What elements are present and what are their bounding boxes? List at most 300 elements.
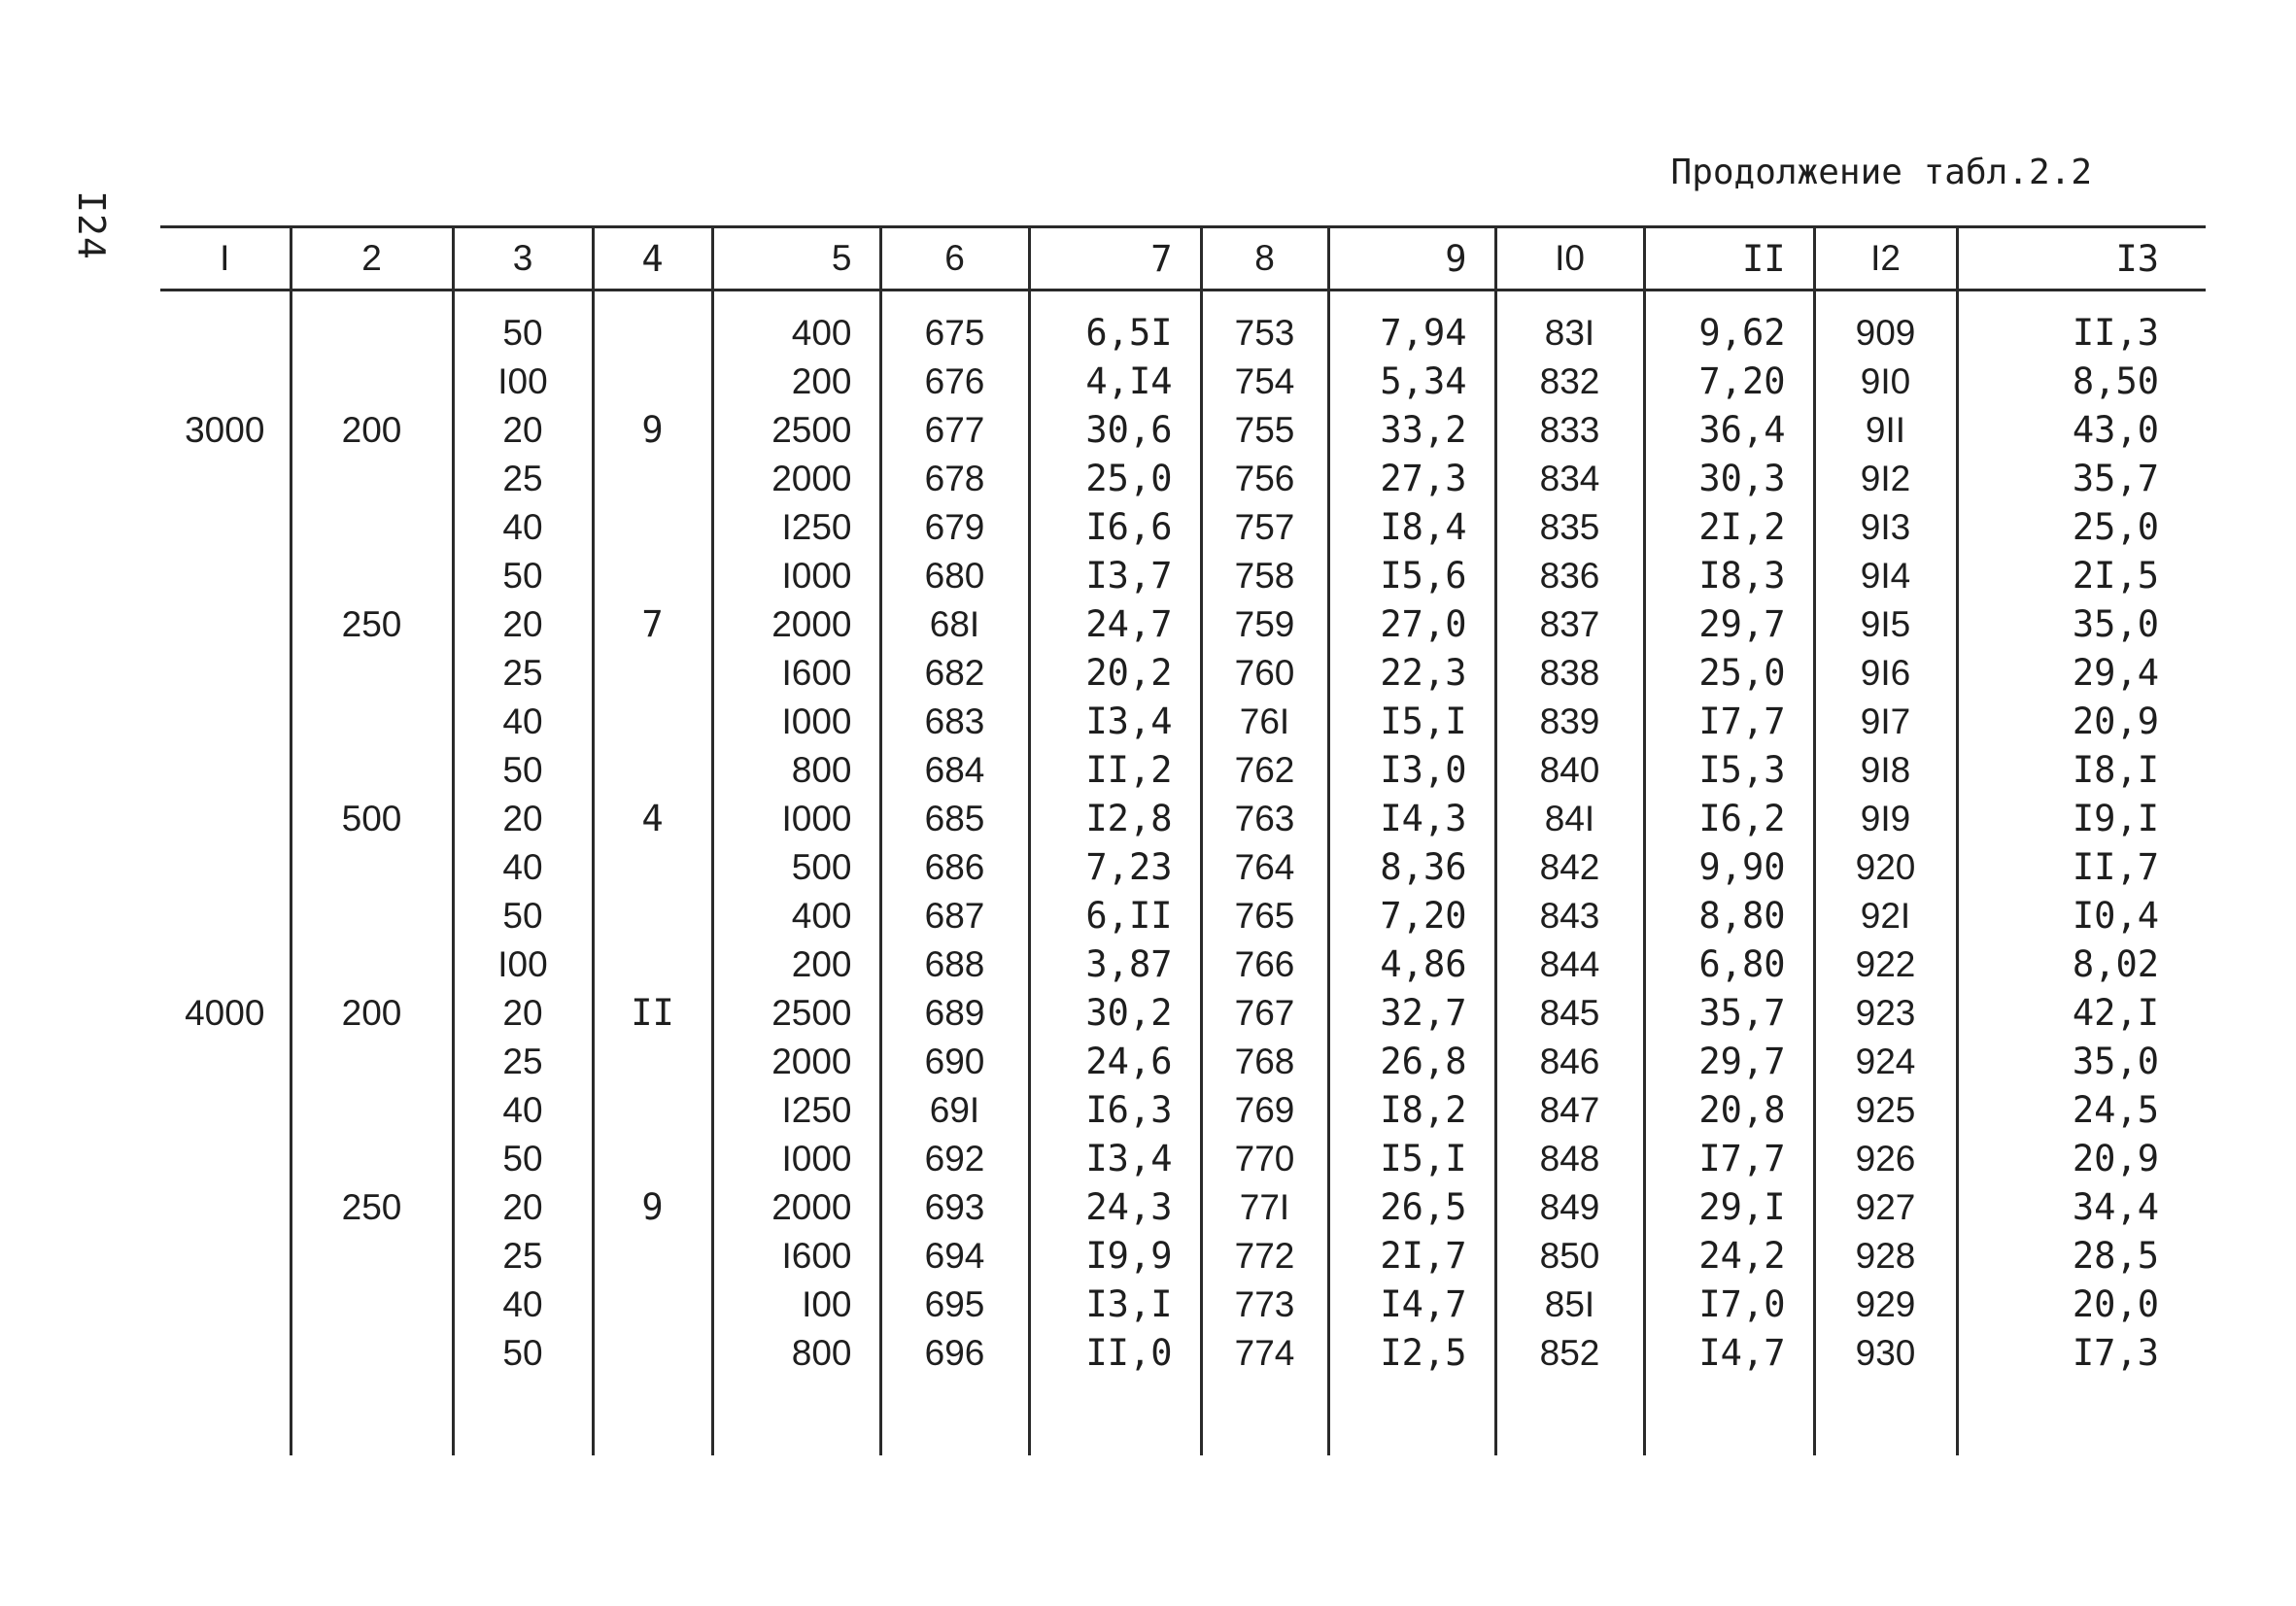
table-cell: 7: [593, 600, 712, 649]
table-cell: 848: [1495, 1135, 1644, 1183]
table-cell: 930: [1814, 1329, 1957, 1378]
table-cell: 85I: [1495, 1281, 1644, 1329]
table-cell: 850: [1495, 1232, 1644, 1281]
table-cell: 847: [1495, 1086, 1644, 1135]
table-cell: 32,7: [1328, 989, 1495, 1038]
table-cell: [593, 1135, 712, 1183]
table-cell: 24,3: [1029, 1183, 1201, 1232]
data-table-container: [160, 225, 2206, 1455]
table-cell: 9,90: [1644, 843, 1814, 892]
header-row: [160, 227, 2206, 290]
table-cell: 30,3: [1644, 455, 1814, 503]
table-cell: 800: [712, 1329, 880, 1378]
spacer-cell: [1814, 1378, 1957, 1455]
table-row: [160, 1329, 2206, 1378]
table-cell: 30,2: [1029, 989, 1201, 1038]
table-cell: 20: [453, 989, 593, 1038]
table-cell: 50: [453, 290, 593, 359]
table-cell: 20: [453, 600, 593, 649]
table-cell: [291, 940, 453, 989]
table-cell: 50: [453, 1135, 593, 1183]
table-cell: [160, 1038, 291, 1086]
table-cell: 767: [1201, 989, 1328, 1038]
table-cell: 9,62: [1644, 290, 1814, 359]
table-cell: 845: [1495, 989, 1644, 1038]
page-number: I24: [69, 190, 113, 260]
table-cell: 200: [712, 940, 880, 989]
table-cell: 923: [1814, 989, 1957, 1038]
table-cell: [160, 649, 291, 698]
table-cell: 7,23: [1029, 843, 1201, 892]
table-cell: I0,4: [1957, 892, 2206, 940]
table-cell: [593, 892, 712, 940]
table-cell: 760: [1201, 649, 1328, 698]
table-cell: 924: [1814, 1038, 1957, 1086]
table-cell: [160, 358, 291, 406]
table-cell: I00: [453, 358, 593, 406]
table-cell: 844: [1495, 940, 1644, 989]
table-cell: 25,0: [1957, 503, 2206, 552]
table-row: [160, 795, 2206, 843]
table-cell: [160, 1281, 291, 1329]
table-cell: I000: [712, 698, 880, 746]
table-cell: [593, 1086, 712, 1135]
table-row: [160, 503, 2206, 552]
table-cell: 77I: [1201, 1183, 1328, 1232]
table-cell: 7,20: [1644, 358, 1814, 406]
column-header-9: 9: [1328, 227, 1495, 290]
table-cell: 27,0: [1328, 600, 1495, 649]
table-cell: II,3: [1957, 290, 2206, 359]
table-cell: 759: [1201, 600, 1328, 649]
table-cell: 762: [1201, 746, 1328, 795]
table-cell: 25: [453, 1232, 593, 1281]
spacer-cell: [1644, 1378, 1814, 1455]
table-cell: 29,7: [1644, 1038, 1814, 1086]
table-cell: 7,20: [1328, 892, 1495, 940]
spacer-cell: [160, 1378, 291, 1455]
table-cell: I9,I: [1957, 795, 2206, 843]
table-cell: [593, 698, 712, 746]
table-cell: 40: [453, 1281, 593, 1329]
table-caption: Продолжение табл.2.2: [1670, 153, 2092, 192]
table-cell: 24,2: [1644, 1232, 1814, 1281]
table-cell: 928: [1814, 1232, 1957, 1281]
table-row: [160, 843, 2206, 892]
table-cell: 9: [593, 1183, 712, 1232]
table-cell: I000: [712, 1135, 880, 1183]
table-cell: [160, 1086, 291, 1135]
table-cell: 9I7: [1814, 698, 1957, 746]
table-cell: 33,2: [1328, 406, 1495, 455]
table-cell: [291, 552, 453, 600]
table-cell: [160, 1183, 291, 1232]
table-cell: 6,5I: [1029, 290, 1201, 359]
table-cell: 680: [880, 552, 1029, 600]
table-cell: 5,34: [1328, 358, 1495, 406]
table-cell: [291, 649, 453, 698]
table-cell: [593, 746, 712, 795]
table-row: [160, 892, 2206, 940]
column-header-5: 5: [712, 227, 880, 290]
data-table: [160, 225, 2206, 1455]
table-cell: [291, 358, 453, 406]
table-cell: 764: [1201, 843, 1328, 892]
table-cell: I5,3: [1644, 746, 1814, 795]
table-row: [160, 1232, 2206, 1281]
table-cell: 36,4: [1644, 406, 1814, 455]
table-cell: 834: [1495, 455, 1644, 503]
table-cell: 40: [453, 1086, 593, 1135]
table-cell: 696: [880, 1329, 1029, 1378]
table-cell: [160, 746, 291, 795]
table-cell: 683: [880, 698, 1029, 746]
table-cell: 832: [1495, 358, 1644, 406]
table-cell: 8,36: [1328, 843, 1495, 892]
table-cell: [593, 1329, 712, 1378]
table-cell: 3,87: [1029, 940, 1201, 989]
table-cell: I4,7: [1328, 1281, 1495, 1329]
table-cell: 836: [1495, 552, 1644, 600]
table-cell: 909: [1814, 290, 1957, 359]
column-header-12: I2: [1814, 227, 1957, 290]
table-cell: 22,3: [1328, 649, 1495, 698]
table-cell: 400: [712, 290, 880, 359]
table-cell: 2500: [712, 406, 880, 455]
table-cell: 9I3: [1814, 503, 1957, 552]
table-cell: I600: [712, 1232, 880, 1281]
table-cell: 922: [1814, 940, 1957, 989]
table-cell: I3,I: [1029, 1281, 1201, 1329]
table-cell: 30,6: [1029, 406, 1201, 455]
table-cell: 757: [1201, 503, 1328, 552]
table-cell: [593, 552, 712, 600]
table-cell: 500: [291, 795, 453, 843]
table-cell: 926: [1814, 1135, 1957, 1183]
table-cell: 679: [880, 503, 1029, 552]
table-cell: 842: [1495, 843, 1644, 892]
table-cell: 835: [1495, 503, 1644, 552]
table-cell: 200: [291, 989, 453, 1038]
table-cell: 2I,5: [1957, 552, 2206, 600]
table-cell: 755: [1201, 406, 1328, 455]
table-cell: 766: [1201, 940, 1328, 989]
table-cell: I4,3: [1328, 795, 1495, 843]
table-cell: 9I4: [1814, 552, 1957, 600]
table-cell: 24,6: [1029, 1038, 1201, 1086]
table-cell: 24,5: [1957, 1086, 2206, 1135]
table-cell: 838: [1495, 649, 1644, 698]
table-cell: [593, 503, 712, 552]
table-cell: 920: [1814, 843, 1957, 892]
table-cell: 753: [1201, 290, 1328, 359]
table-cell: [291, 455, 453, 503]
table-cell: 200: [291, 406, 453, 455]
table-cell: 9I6: [1814, 649, 1957, 698]
spacer-cell: [1029, 1378, 1201, 1455]
column-header-11: II: [1644, 227, 1814, 290]
table-cell: I00: [712, 1281, 880, 1329]
table-row: [160, 552, 2206, 600]
table-cell: 678: [880, 455, 1029, 503]
table-cell: 50: [453, 552, 593, 600]
table-cell: 8,80: [1644, 892, 1814, 940]
table-cell: 2500: [712, 989, 880, 1038]
table-cell: I00: [453, 940, 593, 989]
table-cell: 693: [880, 1183, 1029, 1232]
table-cell: I5,6: [1328, 552, 1495, 600]
table-cell: [291, 1329, 453, 1378]
table-cell: 20,9: [1957, 1135, 2206, 1183]
table-cell: 6,II: [1029, 892, 1201, 940]
table-cell: 769: [1201, 1086, 1328, 1135]
table-cell: [291, 1135, 453, 1183]
table-cell: [160, 1135, 291, 1183]
spacer-cell: [291, 1378, 453, 1455]
table-cell: 765: [1201, 892, 1328, 940]
table-cell: 20,8: [1644, 1086, 1814, 1135]
table-cell: 500: [712, 843, 880, 892]
table-cell: 927: [1814, 1183, 1957, 1232]
table-cell: I6,2: [1644, 795, 1814, 843]
table-cell: 852: [1495, 1329, 1644, 1378]
table-cell: I7,3: [1957, 1329, 2206, 1378]
table-header: [160, 227, 2206, 290]
table-row: [160, 940, 2206, 989]
spacer-cell: [712, 1378, 880, 1455]
table-cell: 839: [1495, 698, 1644, 746]
table-cell: 687: [880, 892, 1029, 940]
table-cell: 27,3: [1328, 455, 1495, 503]
table-cell: I000: [712, 795, 880, 843]
table-cell: I6,3: [1029, 1086, 1201, 1135]
table-cell: [593, 1281, 712, 1329]
table-cell: 69I: [880, 1086, 1029, 1135]
table-cell: [160, 940, 291, 989]
table-cell: 774: [1201, 1329, 1328, 1378]
table-cell: 3000: [185, 410, 265, 450]
table-cell: [291, 746, 453, 795]
table-cell: 840: [1495, 746, 1644, 795]
table-cell: 9I2: [1814, 455, 1957, 503]
table-cell: [160, 455, 291, 503]
table-cell: 837: [1495, 600, 1644, 649]
table-cell: 83I: [1495, 290, 1644, 359]
table-row: [160, 649, 2206, 698]
table-cell: [160, 1232, 291, 1281]
table-cell: 684: [880, 746, 1029, 795]
table-cell: [593, 455, 712, 503]
table-cell: 24,7: [1029, 600, 1201, 649]
table-cell: I6,6: [1029, 503, 1201, 552]
table-cell: [291, 698, 453, 746]
table-cell: [291, 1232, 453, 1281]
table-cell: 20: [453, 406, 593, 455]
table-cell: I000: [712, 552, 880, 600]
table-cell: 2I,2: [1644, 503, 1814, 552]
table-row: [160, 358, 2206, 406]
table-cell: 772: [1201, 1232, 1328, 1281]
table-cell: I3,4: [1029, 698, 1201, 746]
table-cell: I250: [712, 1086, 880, 1135]
table-cell: 689: [880, 989, 1029, 1038]
table-row: [160, 406, 2206, 455]
table-cell: 756: [1201, 455, 1328, 503]
table-cell: I7,0: [1644, 1281, 1814, 1329]
table-cell: II: [593, 989, 712, 1038]
table-row: [160, 1281, 2206, 1329]
table-cell: I8,2: [1328, 1086, 1495, 1135]
spacer-cell: [880, 1378, 1029, 1455]
table-cell: 675: [880, 290, 1029, 359]
table-cell: 25: [453, 1038, 593, 1086]
table-cell: 2000: [712, 1038, 880, 1086]
table-cell: 758: [1201, 552, 1328, 600]
table-cell: [593, 1038, 712, 1086]
table-row: [160, 698, 2206, 746]
spacer-cell: [1495, 1378, 1644, 1455]
table-cell: 20,2: [1029, 649, 1201, 698]
table-cell: 29,4: [1957, 649, 2206, 698]
table-cell: 43,0: [1957, 406, 2206, 455]
table-cell: 84I: [1495, 795, 1644, 843]
table-cell: [160, 552, 291, 600]
table-cell: 770: [1201, 1135, 1328, 1183]
table-cell: 9I8: [1814, 746, 1957, 795]
table-cell: II,0: [1029, 1329, 1201, 1378]
table-cell: 40: [453, 503, 593, 552]
table-cell: [160, 290, 291, 359]
column-header-10: I0: [1495, 227, 1644, 290]
table-cell: I3,7: [1029, 552, 1201, 600]
table-cell: I8,4: [1328, 503, 1495, 552]
column-header-7: 7: [1029, 227, 1201, 290]
table-cell: 929: [1814, 1281, 1957, 1329]
table-cell: 25: [453, 649, 593, 698]
table-cell: 768: [1201, 1038, 1328, 1086]
table-cell: 40: [453, 698, 593, 746]
table-cell: 763: [1201, 795, 1328, 843]
table-cell: 400: [712, 892, 880, 940]
table-cell: [291, 1281, 453, 1329]
table-cell: 25,0: [1029, 455, 1201, 503]
table-row: [160, 600, 2206, 649]
table-cell: 9I5: [1814, 600, 1957, 649]
table-cell: [593, 940, 712, 989]
table-cell: [291, 503, 453, 552]
table-cell: I7,7: [1644, 698, 1814, 746]
table-cell: 76I: [1201, 698, 1328, 746]
table-cell: 29,7: [1644, 600, 1814, 649]
table-cell: [291, 1038, 453, 1086]
table-cell: 4,I4: [1029, 358, 1201, 406]
table-cell: I9,9: [1029, 1232, 1201, 1281]
table-cell: 677: [880, 406, 1029, 455]
table-cell: [160, 503, 291, 552]
table-cell: 50: [453, 746, 593, 795]
table-cell: II,2: [1029, 746, 1201, 795]
table-cell: 40: [453, 843, 593, 892]
table-cell: 8,50: [1957, 358, 2206, 406]
table-cell: 26,8: [1328, 1038, 1495, 1086]
table-cell: [291, 290, 453, 359]
table-cell: [593, 649, 712, 698]
table-cell: 843: [1495, 892, 1644, 940]
table-cell: 68I: [880, 600, 1029, 649]
table-cell: I3,4: [1029, 1135, 1201, 1183]
table-cell: 42,I: [1957, 989, 2206, 1038]
table-row: [160, 1135, 2206, 1183]
table-cell: 754: [1201, 358, 1328, 406]
table-cell: 250: [291, 600, 453, 649]
table-cell: I3,0: [1328, 746, 1495, 795]
table-cell: 29,I: [1644, 1183, 1814, 1232]
table-cell: 6,80: [1644, 940, 1814, 989]
table-cell: 200: [712, 358, 880, 406]
table-cell: I600: [712, 649, 880, 698]
table-cell: 28,5: [1957, 1232, 2206, 1281]
table-cell: [160, 1329, 291, 1378]
table-cell: 9: [593, 406, 712, 455]
table-cell: [160, 892, 291, 940]
table-cell: [593, 358, 712, 406]
table-cell: 35,7: [1644, 989, 1814, 1038]
column-header-8: 8: [1201, 227, 1328, 290]
table-cell: 686: [880, 843, 1029, 892]
table-cell: I2,8: [1029, 795, 1201, 843]
column-header-1: I: [160, 227, 291, 290]
table-cell: 800: [712, 746, 880, 795]
table-row: [160, 989, 2206, 1038]
column-header-13: I3: [1957, 227, 2206, 290]
table-cell: 694: [880, 1232, 1029, 1281]
spacer-cell: [1201, 1378, 1328, 1455]
table-cell: [160, 600, 291, 649]
table-cell: [160, 843, 291, 892]
table-cell: I8,I: [1957, 746, 2206, 795]
table-cell: [291, 843, 453, 892]
table-cell: I2,5: [1328, 1329, 1495, 1378]
table-cell: 26,5: [1328, 1183, 1495, 1232]
table-cell: 34,4: [1957, 1183, 2206, 1232]
table-cell: 25: [453, 455, 593, 503]
spacer-cell: [453, 1378, 593, 1455]
table-cell: 20,0: [1957, 1281, 2206, 1329]
table-cell: 690: [880, 1038, 1029, 1086]
table-cell: 685: [880, 795, 1029, 843]
spacer-cell: [1957, 1378, 2206, 1455]
table-row: [160, 746, 2206, 795]
table-bottom-spacer: [160, 1378, 2206, 1455]
column-header-2: 2: [291, 227, 453, 290]
table-cell: [160, 698, 291, 746]
table-cell: 35,0: [1957, 600, 2206, 649]
table-cell: 9I9: [1814, 795, 1957, 843]
table-row: [160, 290, 2206, 359]
table-cell: 20,9: [1957, 698, 2206, 746]
table-cell: 25,0: [1644, 649, 1814, 698]
table-cell: 2I,7: [1328, 1232, 1495, 1281]
column-header-3: 3: [453, 227, 593, 290]
table-row: [160, 1183, 2206, 1232]
table-cell: 692: [880, 1135, 1029, 1183]
table-cell: 682: [880, 649, 1029, 698]
table-cell: I7,7: [1644, 1135, 1814, 1183]
table-cell: 50: [453, 1329, 593, 1378]
table-cell: 4: [593, 795, 712, 843]
table-cell: 4,86: [1328, 940, 1495, 989]
table-cell: [593, 1232, 712, 1281]
